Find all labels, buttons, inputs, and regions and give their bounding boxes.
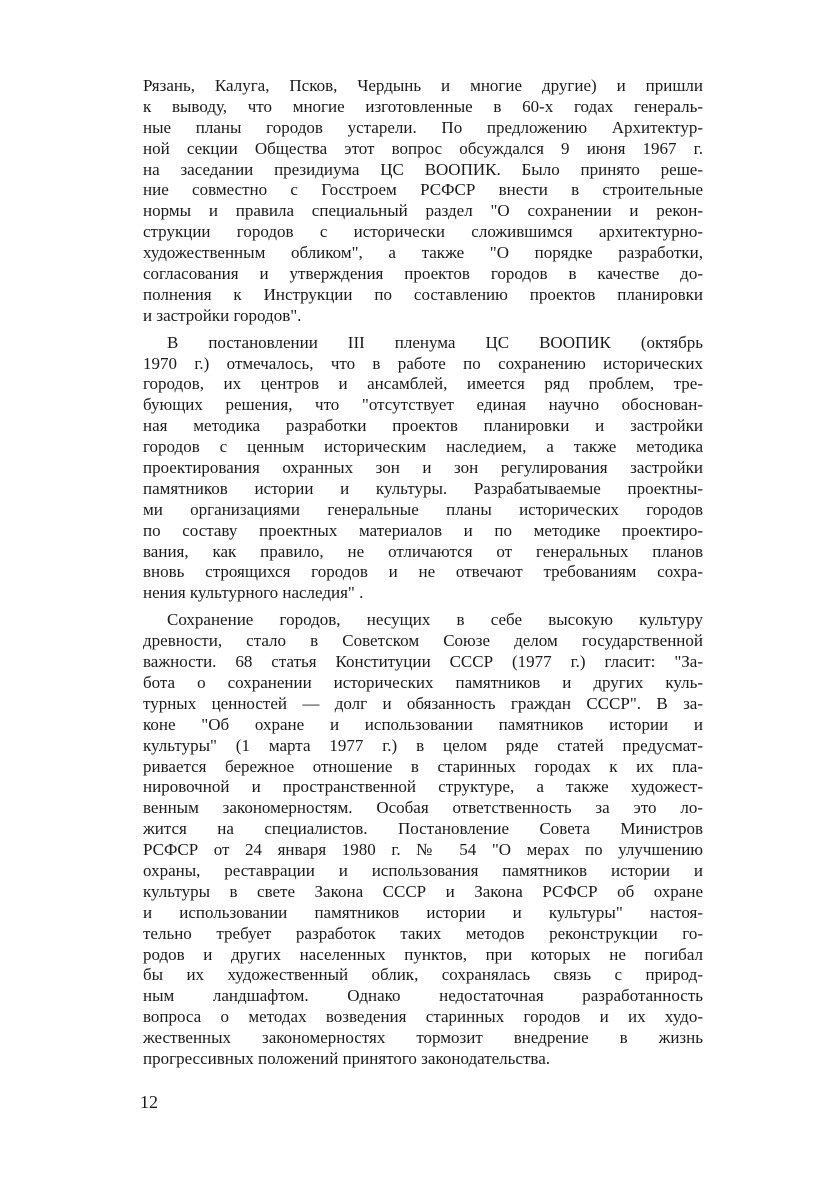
text-line: родов и других населенных пунктов, при которых не погибал — [143, 944, 703, 964]
text-line: ная методика разработки проектов планировки и застройки — [143, 416, 703, 436]
text-line: венным закономерностям. Особая ответственность за это ло- — [143, 798, 703, 818]
text-line: древности, стало в Советском Союзе делом государственной — [143, 631, 703, 651]
text-line: В постановлении III пленума ЦС ВООПИК (октябрь — [167, 332, 703, 352]
text-line: ным ландшафтом. Однако недостаточная разработанность — [143, 986, 703, 1006]
text-line: тельно требует разработок таких методов реконструкции го- — [143, 923, 703, 943]
text-line: культуры" (1 марта 1977 г.) в целом ряде статей предусмат- — [143, 735, 703, 755]
text-line: полнения к Инструкции по составлению проектов планировки — [143, 284, 703, 304]
text-line: прогрессивных положений принятого законодательства. — [143, 1048, 550, 1068]
text-line: нормы и правила специальный раздел "О сохранении и рекон- — [143, 201, 703, 221]
text-line: художественным обликом", а также "О порядке разработки, — [143, 243, 703, 263]
text-line: важности. 68 статья Конституции СССР (1977 г.) гласит: "За- — [143, 652, 703, 672]
text-line: вания, как правило, не отличаются от генеральных планов — [143, 541, 703, 561]
text-line: по составу проектных материалов и по методике проектиро- — [143, 520, 703, 540]
text-line: ной секции Общества этот вопрос обсуждался 9 июня 1967 г. — [143, 138, 703, 158]
text-line: ривается бережное отношение в старинных городах к их пла- — [143, 756, 703, 776]
text-line: турных ценностей — долг и обязанность граждан СССР". В за- — [143, 693, 703, 713]
text-line: вновь строящихся городов и не отвечают требованиям сохра- — [143, 562, 703, 582]
text-line: на заседании президиума ЦС ВООПИК. Было принято реше- — [143, 159, 703, 179]
text-line: и использовании памятников истории и культуры" настоя- — [143, 902, 703, 922]
text-line: памятников истории и культуры. Разрабатываемые проектны- — [143, 478, 703, 498]
text-line: бота о сохранении исторических памятников и других куль- — [143, 672, 703, 692]
text-line: жится на специалистов. Постановление Совета Министров — [143, 819, 703, 839]
text-line: 1970 г.) отмечалось, что в работе по сохранению исторических — [143, 353, 703, 373]
text-line: бующих решения, что "отсутствует единая научно обоснован- — [143, 395, 703, 415]
text-line: ние совместно с Госстроем РСФСР внести в строительные — [143, 180, 703, 200]
text-line: Рязань, Калуга, Псков, Чердынь и многие другие) и пришли — [143, 76, 703, 95]
text-line: бы их художественный облик, сохранялась связь с природ- — [143, 965, 703, 985]
text-line: коне "Об охране и использовании памятников истории и — [143, 714, 703, 734]
text-line: ми организациями генеральные планы исторических городов — [143, 499, 703, 519]
text-line: охраны, реставрации и использования памятников истории и — [143, 860, 703, 880]
text-line: РСФСР от 24 января 1980 г. № 54 "О мерах по улучшению — [143, 840, 703, 860]
page-number: 12 — [140, 1092, 158, 1112]
text-line: и застройки городов". — [143, 305, 302, 325]
text-line: Сохранение городов, несущих в себе высокую культуру — [167, 610, 703, 630]
text-line: нировочной и пространственной структуре, а также художест- — [143, 777, 703, 797]
paragraph-1 — [143, 76, 703, 327]
text-line: нения культурного наследия" . — [143, 583, 364, 603]
text-line: жественных закономерностях тормозит внедрение в жизнь — [143, 1028, 703, 1048]
text-line: культуры в свете Закона СССР и Закона РСФСР об охране — [143, 881, 703, 901]
text-line: струкции городов с исторически сложившимся архитектурно- — [143, 222, 703, 242]
text-line: городов с ценным историческим наследием, а также методика — [143, 437, 703, 457]
text-line: вопроса о методах возведения старинных городов и их худо- — [143, 1007, 703, 1027]
text-line: ные планы городов устарели. По предложению Архитектур- — [143, 117, 703, 137]
text-line: к выводу, что многие изготовленные в 60-х годах генераль- — [143, 96, 703, 116]
body-text — [143, 76, 703, 1070]
paragraph-3 — [143, 610, 703, 1070]
paragraph-2 — [143, 333, 703, 605]
text-line: городов, их центров и ансамблей, имеется ряд проблем, тре- — [143, 374, 703, 394]
text-line: проектирования охранных зон и зон регулирования застройки — [143, 458, 703, 478]
text-line: согласования и утверждения проектов городов в качестве до- — [143, 264, 703, 284]
